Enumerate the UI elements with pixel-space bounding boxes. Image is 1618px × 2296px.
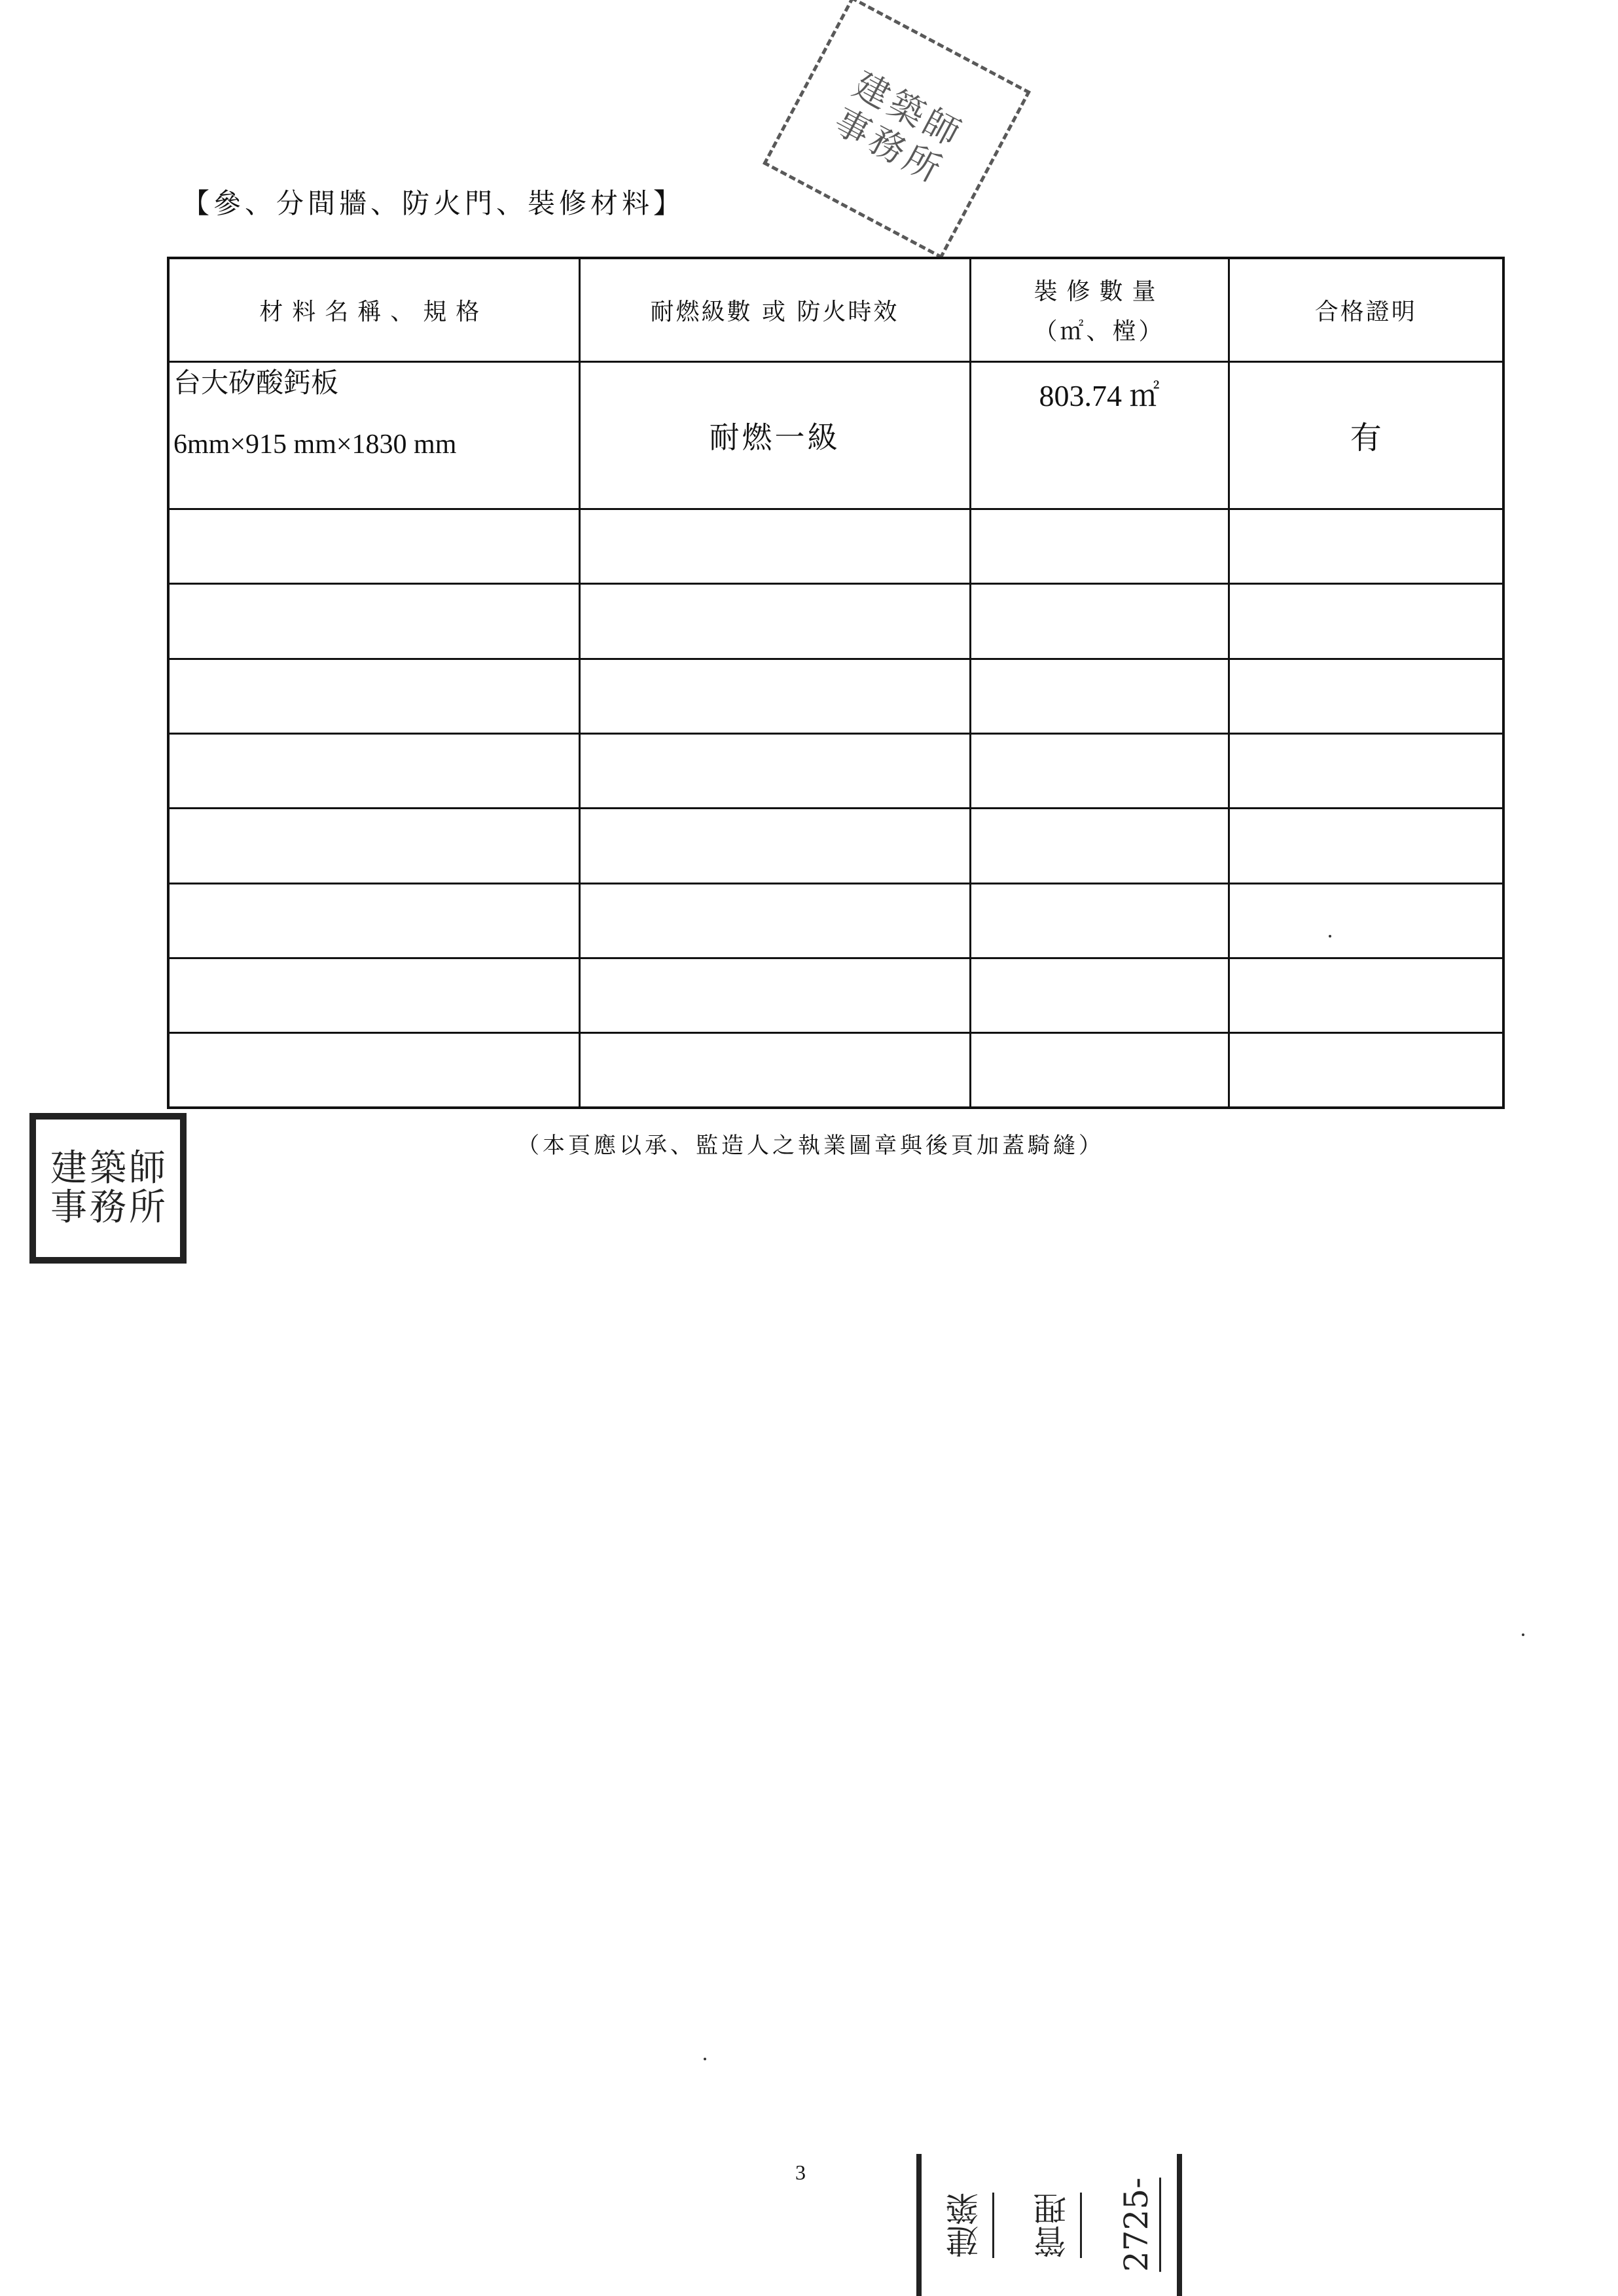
bottom-seal-stamp	[916, 2154, 1182, 2296]
empty-cell	[168, 584, 579, 659]
empty-cell	[1229, 509, 1503, 584]
table-row-empty	[168, 1033, 1503, 1108]
footnote: （本頁應以承、監造人之執業圖章與後頁加蓋騎縫）	[517, 1133, 1104, 1159]
empty-cell	[970, 509, 1229, 584]
empty-cell	[168, 509, 579, 584]
empty-cell	[1229, 809, 1503, 883]
empty-cell	[168, 659, 579, 733]
table-row-empty	[168, 958, 1503, 1032]
empty-cell	[168, 883, 579, 958]
table-row	[168, 361, 1503, 509]
empty-cell	[1229, 733, 1503, 808]
empty-cell	[579, 733, 970, 808]
table-row-empty	[168, 809, 1503, 883]
materials-table	[167, 257, 1505, 1109]
empty-cell	[579, 958, 970, 1032]
empty-cell	[168, 809, 579, 883]
table-row-empty	[168, 509, 1503, 584]
table-header-row	[168, 258, 1503, 361]
empty-cell	[970, 809, 1229, 883]
empty-cell	[1229, 659, 1503, 733]
page-number: 3	[795, 2160, 806, 2184]
cell-fire-rating: 耐燃一級	[579, 361, 970, 509]
cell-certificate: 有	[1229, 361, 1503, 509]
empty-cell	[1229, 958, 1503, 1032]
left-seal-stamp: 建 築 師 事 務 所	[29, 1113, 187, 1264]
bottom-seal-part-3: 2725-	[1113, 2178, 1161, 2272]
cell-material-name	[168, 361, 579, 509]
material-name: 台大矽酸鈣板	[173, 366, 339, 399]
empty-cell	[168, 1033, 579, 1108]
empty-cell	[970, 733, 1229, 808]
bottom-seal-part-2: 管理	[1025, 2193, 1082, 2258]
table-row-empty	[168, 584, 1503, 659]
empty-cell	[970, 1033, 1229, 1108]
empty-cell	[579, 883, 970, 958]
section-title: 【參、分間牆、防火門、裝修材料】	[182, 187, 685, 219]
empty-cell	[1229, 1033, 1503, 1108]
empty-cell	[579, 1033, 970, 1108]
header-material-name: 材料名稱、規格	[168, 258, 579, 361]
scan-speck	[704, 2058, 706, 2060]
cell-quantity: 803.74 ㎡	[970, 361, 1229, 509]
empty-cell	[168, 733, 579, 808]
materials-table-wrapper	[167, 257, 1502, 1109]
empty-cell	[970, 659, 1229, 733]
scan-speck	[1522, 1633, 1524, 1636]
empty-cell	[1229, 584, 1503, 659]
material-spec: 6mm×915 mm×1830 mm	[173, 429, 457, 460]
header-quantity-unit: （㎡、樘）	[1034, 318, 1165, 346]
table-row-empty	[168, 883, 1503, 958]
empty-cell	[168, 958, 579, 1032]
empty-cell	[579, 809, 970, 883]
header-quantity	[970, 258, 1229, 361]
table-row-empty	[168, 733, 1503, 808]
empty-cell	[579, 509, 970, 584]
header-quantity-label: 裝修數量	[1034, 278, 1165, 306]
scan-speck	[1329, 935, 1331, 938]
header-certificate: 合格證明	[1229, 258, 1503, 361]
empty-cell	[970, 584, 1229, 659]
table-row-empty	[168, 659, 1503, 733]
empty-cell	[970, 883, 1229, 958]
empty-cell	[1229, 883, 1503, 958]
top-seal-stamp: 建 築 師 事 務 所	[763, 0, 1031, 259]
header-fire-rating: 耐燃級數 或 防火時效	[579, 258, 970, 361]
empty-cell	[970, 958, 1229, 1032]
empty-cell	[579, 584, 970, 659]
empty-cell	[579, 659, 970, 733]
bottom-seal-part-1: 建築	[937, 2193, 994, 2258]
